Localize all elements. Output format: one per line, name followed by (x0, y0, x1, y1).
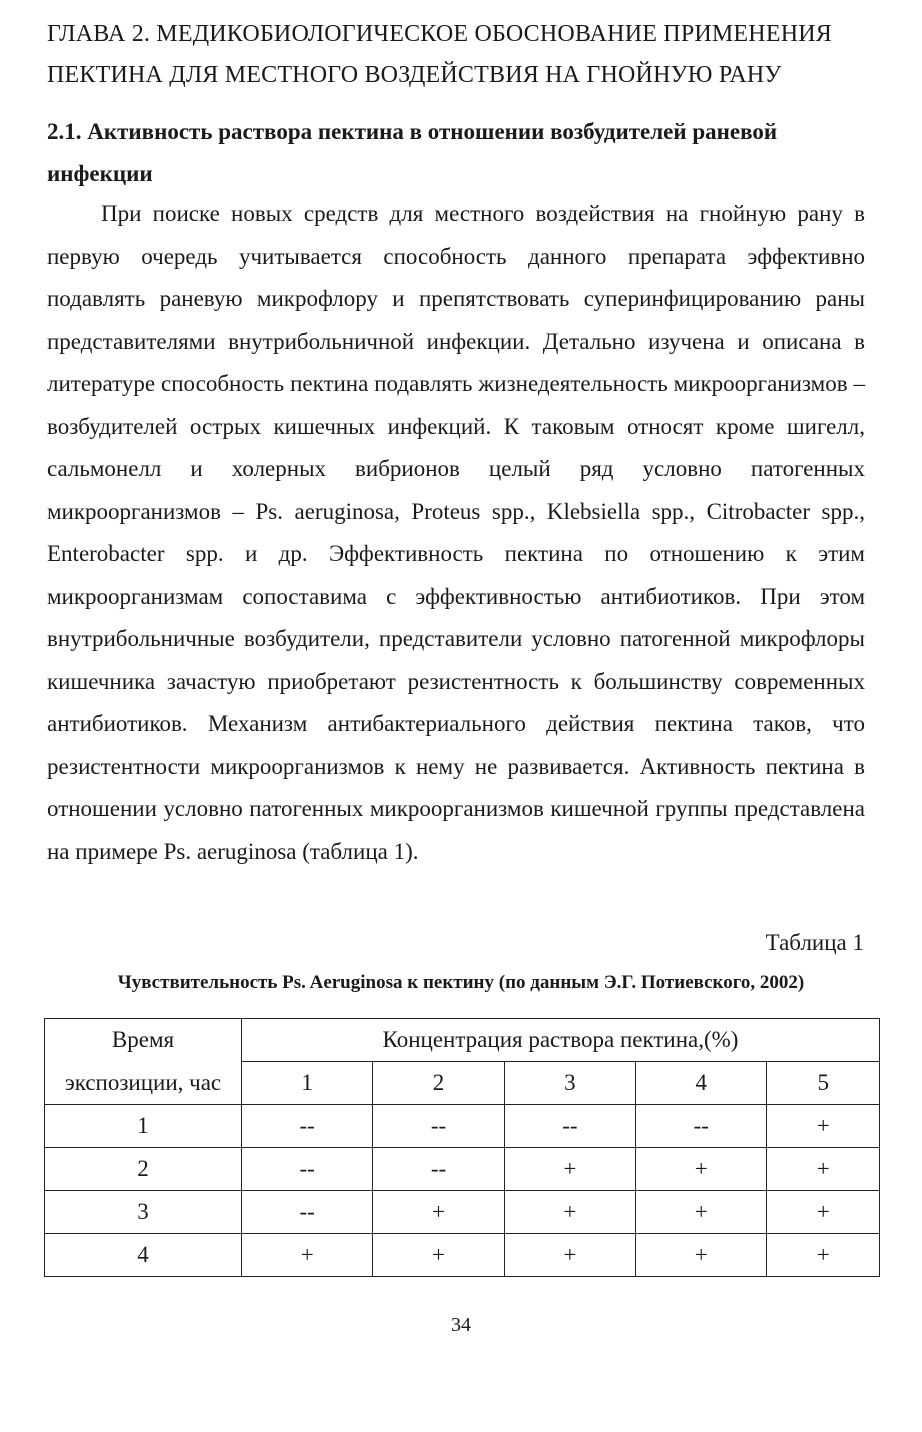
table-cell: -- (242, 1191, 373, 1234)
table-cell: -- (373, 1148, 504, 1191)
table-cell: + (373, 1191, 504, 1234)
table-cell: + (636, 1234, 767, 1277)
table-cell: + (767, 1191, 880, 1234)
table-cell: + (504, 1191, 635, 1234)
section-title: 2.1. Активность раствора пектина в отношении возбудителей раневой инфекции (47, 119, 778, 186)
row-header-time-top: Время (45, 1019, 242, 1062)
body-paragraph: При поиске новых средств для местного воздействия на гнойную рану в первую очередь учитывается способность данного препарата эффективно подавлять раневую микрофлору и препятствовать суперинфицированию раны представителями внутрибольничной инфекции. Детально изучена и описана в литературе способность пектина подавлять жизнедеятельность микроорганизмов – возбудителей острых кишечных инфекций. К таковым относят кроме шигелл, сальмонелл и холерных вибрионов целый ряд условно патогенных микроорганизмов – Ps. aeruginosa, Proteus spp., Klebsiella spp., Citrobacter spp., Enterobacter spp. и др. Эффективность пектина по отношению к этим микроорганизмам сопоставима с эффективностью антибиотиков. При этом внутрибольничные возбудители, представители условно патогенной микрофлоры кишечника зачастую приобретают резистентность к большинству современных антибиотиков. Механизм антибактериального действия пектина таков, что резистентности микроорганизмов к нему не развивается. Активность пектина в отношении условно патогенных микроорганизмов кишечной группы представлена на примере Ps. aeruginosa (таблица 1). (47, 201, 865, 864)
table-row (45, 1234, 880, 1277)
table-cell: -- (242, 1105, 373, 1148)
time-cell: 4 (45, 1234, 242, 1277)
table-subheader-row (45, 1062, 880, 1105)
concentration-header: Концентрация раствора пектина,(%) (242, 1019, 880, 1062)
table-cell: -- (242, 1148, 373, 1191)
table-row (45, 1148, 880, 1191)
column-header: 2 (373, 1062, 504, 1105)
table-cell: + (242, 1234, 373, 1277)
chapter-title: ГЛАВА 2. МЕДИКОБИОЛОГИЧЕСКОЕ ОБОСНОВАНИЕ ПРИМЕНЕНИЯ ПЕКТИНА ДЛЯ МЕСТНОГО ВОЗДЕЙСТВИЯ НА ГНОЙНУЮ РАНУ (47, 21, 832, 88)
table-row (45, 1105, 880, 1148)
table-cell: + (767, 1105, 880, 1148)
table-cell: + (373, 1234, 504, 1277)
table-cell: -- (636, 1105, 767, 1148)
table-header-row (45, 1019, 880, 1062)
table-cell: + (504, 1148, 635, 1191)
table-cell: + (504, 1234, 635, 1277)
table-row (45, 1191, 880, 1234)
sensitivity-table (44, 1018, 880, 1277)
table-cell: + (767, 1148, 880, 1191)
time-cell: 2 (45, 1148, 242, 1191)
table-cell: + (636, 1191, 767, 1234)
column-header: 3 (504, 1062, 635, 1105)
time-cell: 3 (45, 1191, 242, 1234)
table-cell: + (636, 1148, 767, 1191)
row-header-time-bottom: экспозиции, час (45, 1062, 242, 1105)
column-header: 4 (636, 1062, 767, 1105)
column-header: 5 (767, 1062, 880, 1105)
table-cell: + (767, 1234, 880, 1277)
table-cell: -- (373, 1105, 504, 1148)
table-cell: -- (504, 1105, 635, 1148)
table-number-label: Таблица 1 (765, 930, 864, 955)
time-cell: 1 (45, 1105, 242, 1148)
page-number: 34 (451, 1314, 471, 1336)
column-header: 1 (242, 1062, 373, 1105)
table-caption: Чувствительность Ps. Aeruginosa к пектину (по данным Э.Г. Потиевского, 2002) (117, 972, 805, 993)
